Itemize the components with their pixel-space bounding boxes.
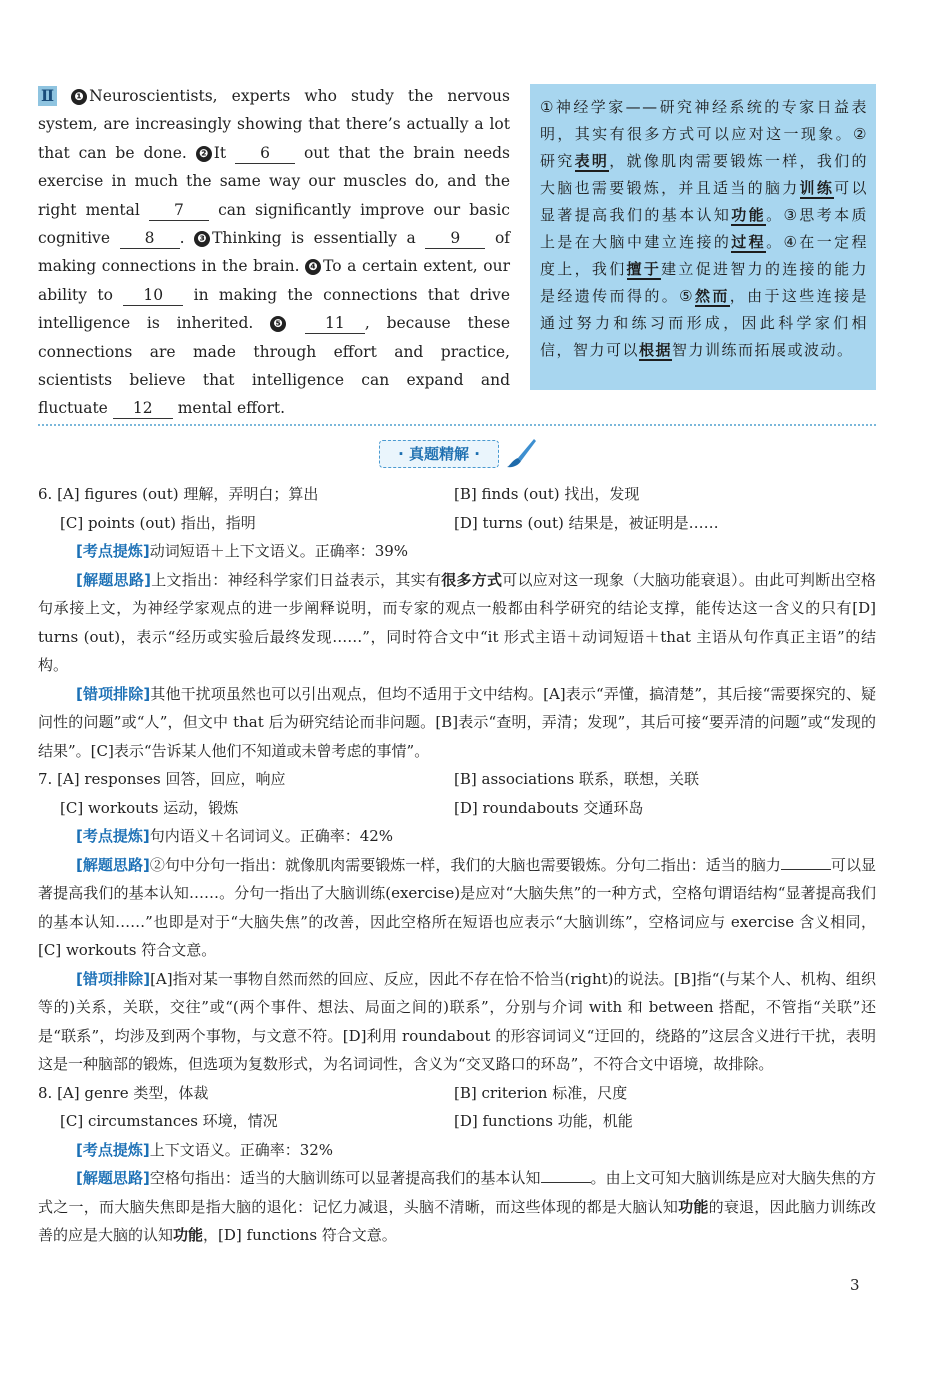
translation-text: 。③思考本质上是在大脑中建立连接的	[540, 206, 868, 251]
sentence-marker-1: ❶	[71, 89, 87, 105]
sentence-2c: can significantly improve our basic cognitive	[38, 200, 510, 248]
keyword: 功能	[731, 206, 767, 224]
q7-option-a: 7. [A] responses 回答，回应，响应	[38, 770, 286, 788]
q7-solution-text: 可以显著提高我们的基本认知……。分句一指出了大脑训练(exercise)是应对“大脑失焦”的一种方式，空格句谓语结构“显著提高我们的基本认知……”也即是对于“大脑失焦”的改善，因此空格所在短语也应表示“大脑训练”，空格词应与 exercise 含义相同，[C] workouts 符合文意。	[38, 855, 876, 959]
blank-12: 12	[113, 398, 173, 419]
keyword: 表明	[574, 152, 610, 170]
tag-distractors: [错项排除]	[76, 684, 151, 703]
q8-key-points	[38, 1136, 876, 1165]
q8-options-row-2	[38, 1107, 876, 1136]
keyword: 训练	[799, 179, 835, 197]
inline-blank	[781, 855, 831, 870]
keyword: 然而	[694, 287, 730, 305]
keyword: 擅于	[626, 260, 662, 278]
translation-text: 建立促进智力的连接的能力是经遗传而得的。⑤	[540, 260, 868, 305]
q7-distractors-text: [A]指对某一事物自然而然的回应、反应，因此不存在恰不恰当(right)的说法。[B]指“(与某个人、机构、组织等的)关系，关联，交往”或“(两个事件、想法、局面之间的)联系”，分别与介词 with 和 between 搭配，不管指“关联”还是“联系”，均涉及到两个事物，与文意不符。[D]利用 roundabout 的形容词词义“迂回的，绕路的”这层含义进行干扰，表明这是一种脑部的锻炼，但选项为复数形式，为名词词性，含义为“交叉路口的环岛”，不符合文中语境，故排除。	[38, 969, 876, 1073]
q7-distractors	[38, 965, 876, 1079]
sentence-marker-5: ❺	[270, 316, 286, 332]
sentence-2a: It	[213, 143, 227, 162]
q7-option-b: [B] associations 联系，联想，关联	[454, 770, 699, 788]
q8-option-c: [C] circumstances 环境，情况	[60, 1112, 278, 1130]
translation-text: ①神经学家——研究神经系统的专家日益表明，其实有很多方式可以应对这一现象。②研究	[540, 98, 868, 170]
tag-solution: [解题思路]	[76, 855, 150, 874]
q6-options-row-1	[38, 480, 876, 509]
q7-key-points-text: 句内语义＋名词词义。正确率：42%	[149, 827, 394, 845]
sentence-marker-4: ❹	[305, 259, 321, 275]
q6-option-c: [C] points (out) 指出，指明	[60, 513, 256, 532]
brush-pen-icon	[504, 436, 538, 470]
sentence-3a: Thinking is essentially a	[212, 229, 416, 248]
q7-solution	[38, 851, 876, 965]
q7-options-row-2	[38, 794, 876, 823]
q6-option-d: [D] turns (out) 结果是，被证明是……	[454, 513, 719, 532]
blank-10: 10	[123, 285, 183, 306]
q7-options-row-1	[38, 765, 876, 794]
q6-solution	[38, 566, 876, 680]
translation-box	[530, 84, 876, 390]
q6-key-points	[38, 537, 876, 566]
q8-solution-text: ，[D] functions 符合文意。	[203, 1226, 397, 1244]
translation-text: 。④在一定程度上，我们	[540, 233, 868, 278]
tag-key-points: [考点提炼]	[76, 542, 150, 560]
sentence-2b: out that the brain needs exercise in much the same way our muscles do, and the right mental	[38, 143, 510, 219]
tag-distractors: [错项排除]	[76, 969, 151, 988]
tag-key-points: [考点提炼]	[76, 827, 150, 845]
q8-key-points-text: 上下文语义。正确率：32%	[149, 1140, 334, 1159]
q7-option-d: [D] roundabouts 交通环岛	[454, 798, 644, 817]
translation-text: ，就像肌肉需要锻炼一样，我们的大脑也需要锻炼，并且适当的脑力	[540, 152, 868, 197]
q6-option-b: [B] finds (out) 找出，发现	[454, 485, 640, 503]
q6-option-a: 6. [A] figures (out) 理解，弄明白；算出	[38, 485, 319, 503]
sentence-1: Neuroscientists, experts who study the nervous system, are increasingly showing that there’s actually a lot that can be done.	[38, 87, 510, 162]
q8-option-b: [B] criterion 标准，尺度	[454, 1083, 628, 1102]
sentence-marker-2: ❷	[196, 146, 212, 162]
q8-solution-text: 的衰退，因此脑力训练改善的应是大脑的认知	[38, 1197, 876, 1244]
keyword: 过程	[731, 233, 767, 251]
translation-text: 智力训练而拓展或波动。	[672, 341, 854, 359]
blank-8: 8	[120, 228, 180, 249]
section-divider	[38, 424, 876, 426]
section-banner: · 真题精解 ·	[379, 440, 499, 468]
keyword: 根据	[639, 341, 673, 359]
blank-7: 7	[149, 200, 209, 221]
q6-distractors-text: 其他干扰项虽然也可以引出观点，但均不适用于文中结构。[A]表示“弄懂，搞清楚”，其后接“需要探究的、疑问性的问题”或“人”，但文中 that 后为研究结论而非问题。[B]表示“查明，弄清；发现”，其后可接“要弄清的问题”或“发现的结果”。[C]表示“告诉某人他们不知道或未曾考虑的事情”。	[38, 684, 877, 760]
q6-solution-highlight: 很多方式	[441, 570, 503, 589]
q8-option-a: 8. [A] genre 类型，体裁	[38, 1083, 209, 1102]
tag-key-points: [考点提炼]	[76, 1140, 150, 1159]
translation-text: ，由于这些连接是通过努力和练习而形成，因此科学家们相信，智力可以	[540, 287, 868, 359]
q6-solution-text: 可以应对这一现象（大脑功能衰退）。由此可判断出空格句承接上文，为神经学家观点的进一步阐释说明，而专家的观点一般都由科学研究的结论支撑，能传达这一含义的只有[D] turns (out)，表示“经历或实验后最终发现……”，同时符合文中“it 形式主语＋动词短语＋that 主语从句作真正主语”的结构。	[38, 570, 876, 674]
q7-option-c: [C] workouts 运动，锻炼	[60, 798, 239, 817]
sentence-marker-3: ❸	[194, 231, 210, 247]
q6-options-row-2	[38, 509, 876, 538]
q8-solution-text: 。由上文可知大脑训练是应对大脑失焦的方式之一，而大脑失焦即是指大脑的退化：记忆力减退，头脑不清晰，而这些体现的都是大脑认知	[38, 1169, 876, 1216]
q8-option-d: [D] functions 功能，机能	[454, 1112, 633, 1130]
q6-solution-text: 上文指出：神经科学家们日益表示，其实有	[151, 570, 442, 589]
page-number: 3	[850, 1276, 860, 1294]
sentence-3b: of making connections in the brain.	[38, 229, 511, 276]
tag-solution: [解题思路]	[76, 570, 152, 589]
q8-solution-highlight: 功能	[678, 1197, 709, 1216]
q6-key-points-text: 动词短语＋上下文语义。正确率：39%	[149, 542, 409, 560]
q8-solution	[38, 1164, 876, 1250]
sentence-4b: in making the connections that drive intelligence is inherited.	[38, 285, 510, 333]
q7-key-points	[38, 822, 876, 851]
inline-blank	[541, 1168, 591, 1183]
q8-options-row-1	[38, 1079, 876, 1108]
blank-6: 6	[235, 143, 295, 164]
q7-solution-text: ②句中分句一指出：就像肌肉需要锻炼一样，我们的大脑也需要锻炼。分句二指出：适当的脑力	[149, 855, 781, 874]
blank-9: 9	[425, 228, 485, 249]
explanations	[38, 480, 876, 1250]
tag-solution: [解题思路]	[76, 1169, 150, 1187]
translation-text: 可以显著提高我们的基本认知	[540, 179, 868, 224]
sentence-5b: mental effort.	[177, 399, 286, 418]
q6-distractors	[38, 680, 876, 766]
blank-11: 11	[305, 313, 365, 334]
section-roman-numeral: Ⅱ	[38, 86, 57, 106]
q8-solution-highlight: 功能	[173, 1226, 204, 1244]
passage-text: Ⅱ ❶ Neuroscientists, experts who study the nervous system, are increasingly showing that there’s actually a lot that can be done. ❷ It 6 out that the brain needs exercise in much the same way our muscles do, and the right mental 7 can significantly improve our basic cognitive 8 . ❸ Thinking is essentially a 9 of making connections in the brain. ❹ To a certain extent, our ability to 10 in making the connections that drive intelligence is inherited. ❺ 11 , because these connections are made through effort and practice, scientists believe that intelligence can expand and fluctuate 12 mental effort.	[38, 86, 511, 418]
q8-solution-text: 空格句指出：适当的大脑训练可以显著提高我们的基本认知	[149, 1169, 541, 1187]
sentence-4a: To a certain extent, our ability to	[38, 257, 510, 304]
sentence-5a: , because these connections are made through effort and practice, scientists believe that intelligence can expand and fluctuate	[38, 314, 511, 418]
